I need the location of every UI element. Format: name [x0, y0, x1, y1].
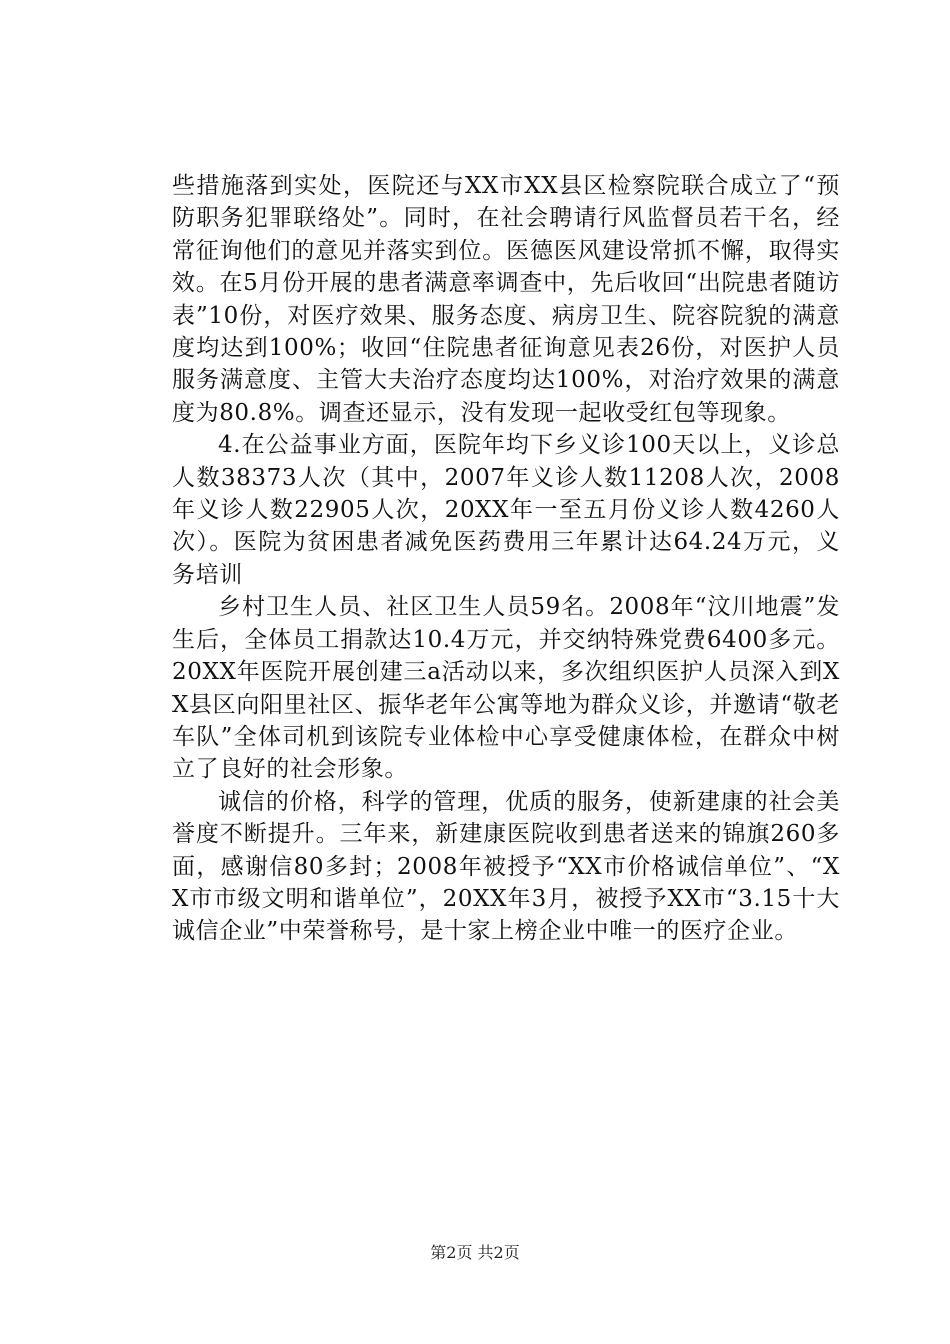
paragraph-4: 诚信的价格，科学的管理，优质的服务，使新建康的社会美誉度不断提升。三年来，新建康医院收到患者送来的锦旗260多面，感谢信80多封；2008年被授予“XX市价格诚信单位”、“XX市市级文明和谐单位”，20XX年3月，被授予XX市“3.15十大诚信企业”中荣誉称号，是十家上榜企业中唯一的医疗企业。	[172, 788, 840, 945]
document-body	[172, 170, 840, 948]
paragraph-3: 乡村卫生人员、社区卫生人员59名。2008年“汶川地震”发生后，全体员工捐款达10.4万元，并交纳特殊党费6400多元。20XX年医院开展创建三a活动以来，多次组织医护人员深入到XX县区向阳里社区、振华老年公寓等地为群众义诊，并邀请“敬老车队”全体司机到该院专业体检中心享受健康体检，在群众中树立了良好的社会形象。	[172, 594, 840, 783]
paragraph-2: 4.在公益事业方面，医院年均下乡义诊100天以上，义诊总人数38373人次（其中，2007年义诊人数11208人次，2008年义诊人数22905人次，20XX年一至五月份义诊人数4260人次）。医院为贫困患者减免医药费用三年累计达64.24万元，义务培训	[172, 432, 840, 588]
page-number-footer: 第2页 共2页	[430, 1243, 520, 1262]
paragraph-1: 些措施落到实处，医院还与XX市XX县区检察院联合成立了“预防职务犯罪联络处”。同时，在社会聘请行风监督员若干名，经常征询他们的意见并落实到位。医德医风建设常抓不懈，取得实效。在5月份开展的患者满意率调查中，先后收回“出院患者随访表”10份，对医疗效果、服务态度、病房卫生、院容院貌的满意度均达到100%；收回“住院患者征询意见表26份，对医护人员服务满意度、主管大夫治疗态度均达100%，对治疗效果的满意度为80.8%。调查还显示，没有发现一起收受红包等现象。	[172, 173, 840, 426]
